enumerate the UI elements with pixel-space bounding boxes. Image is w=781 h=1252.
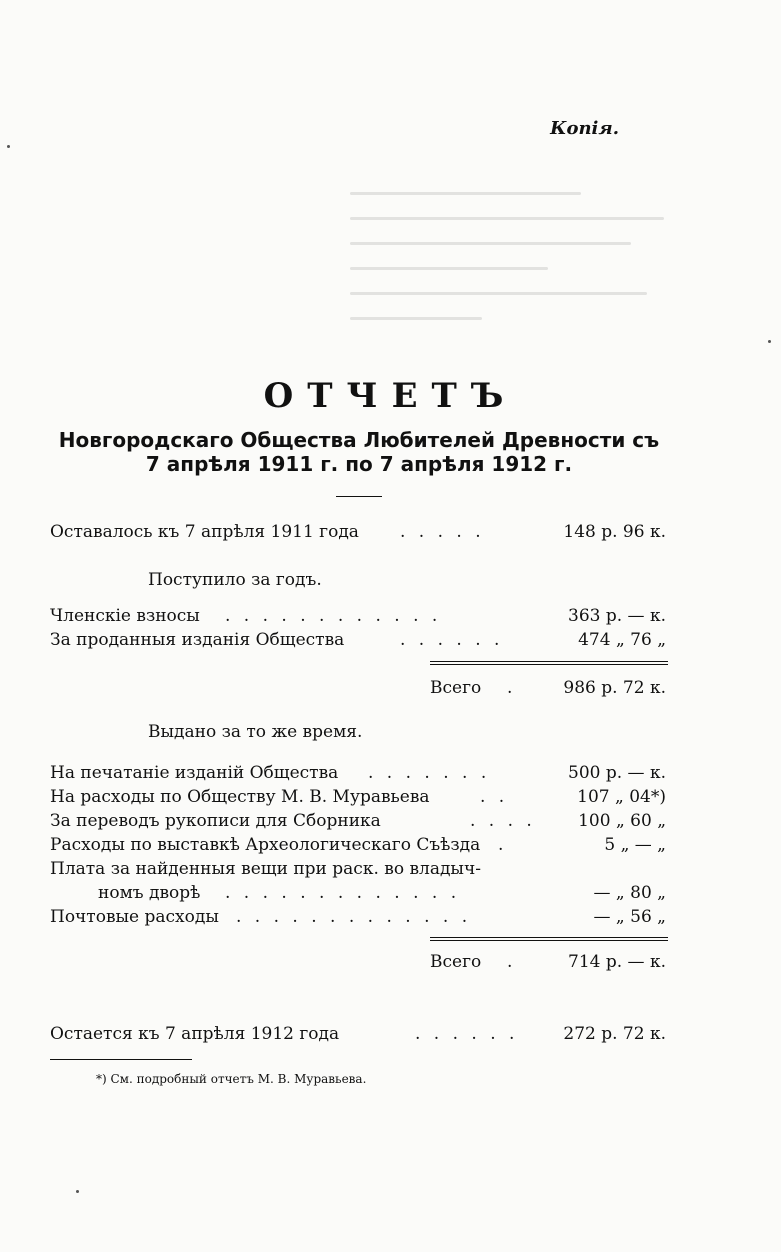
- income-row: [50, 606, 670, 630]
- dot-leader: . . . .: [470, 811, 536, 831]
- opening-balance-label: Оставалось къ 7 апрѣля 1911 года: [50, 522, 359, 542]
- expense-label: Плата за найденныя вещи при раск. во владыч-: [50, 859, 481, 879]
- dot-leader: . . . . . . .: [368, 763, 491, 783]
- dot-leader: .: [507, 678, 513, 698]
- expense-label: На печатаніе изданій Общества: [50, 763, 339, 783]
- income-amount: 363 р. — к.: [568, 606, 666, 626]
- expense-row: [50, 811, 670, 835]
- expense-amount: 5 „ — „: [604, 835, 666, 855]
- dot-leader: .: [498, 835, 508, 855]
- sum-rule: [430, 661, 668, 662]
- expense-row: [50, 763, 670, 787]
- income-amount: 474 „ 76 „: [578, 630, 666, 650]
- income-total-amount: 986 р. 72 к.: [563, 678, 666, 698]
- dot-leader: . . . . . .: [400, 630, 504, 650]
- income-label: За проданныя изданія Общества: [50, 630, 345, 650]
- income-total-row: [50, 678, 670, 702]
- income-total-label: Всего: [430, 678, 482, 698]
- title-divider: [336, 496, 382, 497]
- expenses-total-row: [50, 952, 670, 976]
- sum-rule: [430, 940, 668, 941]
- expense-row: [50, 859, 670, 883]
- expense-label: На расходы по Обществу М. В. Муравьева: [50, 787, 430, 807]
- opening-balance-amount: 148 р. 96 к.: [563, 522, 666, 542]
- expense-label: Расходы по выставкѣ Археологическаго Съѣзда: [50, 835, 481, 855]
- expense-label: За переводъ рукописи для Сборника: [50, 811, 381, 831]
- expense-amount: — „ 80 „: [593, 883, 666, 903]
- dot-leader: . . . . . .: [415, 1024, 519, 1044]
- sum-rule: [430, 664, 668, 665]
- report-subtitle-line1: Новгородскаго Общества Любителей Древности съ: [58, 428, 660, 452]
- expense-amount: — „ 56 „: [593, 907, 666, 927]
- report-subtitle-line2: 7 апрѣля 1911 г. по 7 апрѣля 1912 г.: [145, 452, 573, 476]
- expense-row: [50, 787, 670, 811]
- opening-balance-row: [50, 522, 670, 546]
- dot-leader: .: [507, 952, 513, 972]
- expense-amount: 100 „ 60 „: [578, 811, 666, 831]
- expense-row: [50, 835, 670, 859]
- paper-speck: [76, 1190, 79, 1193]
- expense-amount: 107 „ 04*): [577, 787, 666, 807]
- dot-leader: . . . . . . . . . . . . .: [225, 883, 461, 903]
- expenses-total-label: Всего: [430, 952, 482, 972]
- report-title: ОТЧЕТЪ: [263, 376, 518, 416]
- paper-speck: [768, 340, 771, 343]
- dot-leader: . . . . . . . . . . . . .: [236, 907, 472, 927]
- expenses-total-amount: 714 р. — к.: [568, 952, 666, 972]
- expense-amount: 500 р. — к.: [568, 763, 666, 783]
- closing-balance-label: Остается къ 7 апрѣля 1912 года: [50, 1024, 340, 1044]
- paper-speck: [7, 145, 10, 148]
- closing-balance-amount: 272 р. 72 к.: [563, 1024, 666, 1044]
- income-label: Членскіе взносы: [50, 606, 200, 626]
- expense-label: Почтовые расходы: [50, 907, 219, 927]
- expense-label: номъ дворѣ: [98, 883, 201, 903]
- sum-rule: [430, 937, 668, 938]
- expense-row: [50, 883, 670, 907]
- bleed-through-text: [350, 170, 680, 370]
- expenses-heading: Выдано за то же время.: [148, 722, 363, 742]
- income-heading: Поступило за годъ.: [148, 570, 322, 590]
- dot-leader: . .: [480, 787, 509, 807]
- expense-row: [50, 907, 670, 931]
- footnote-rule: [50, 1059, 192, 1060]
- income-row: [50, 630, 670, 654]
- closing-balance-row: [50, 1024, 670, 1048]
- dot-leader: . . . . . . . . . . . .: [225, 606, 442, 626]
- copy-label: Копія.: [550, 118, 619, 139]
- dot-leader: . . . . .: [400, 522, 485, 542]
- footnote: *) См. подробный отчетъ М. В. Муравьева.: [96, 1072, 367, 1086]
